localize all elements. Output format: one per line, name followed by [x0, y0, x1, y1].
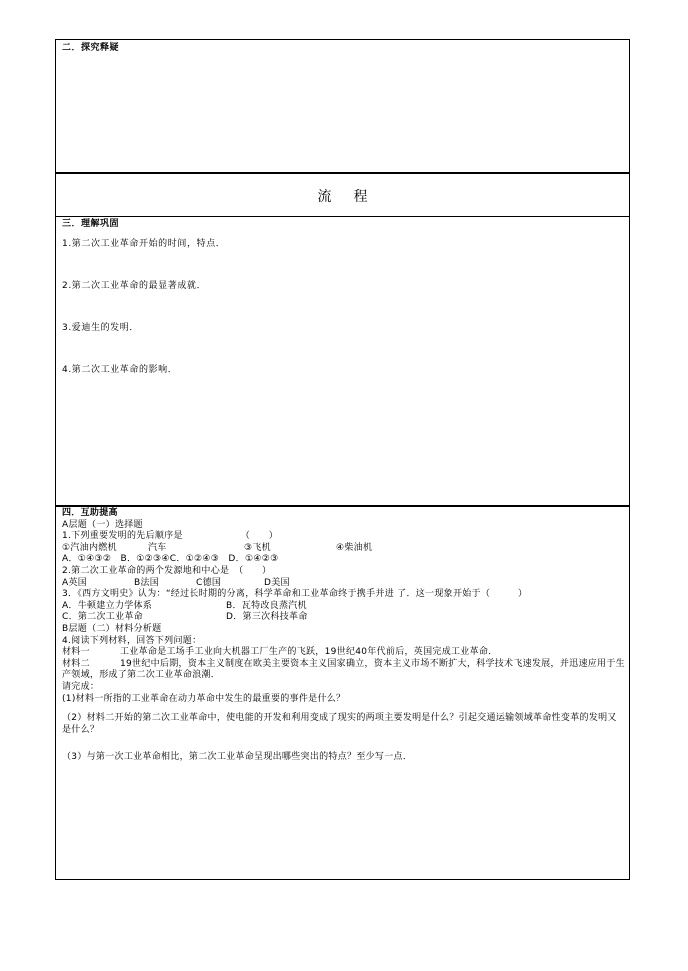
- choice-d: D美国: [264, 577, 290, 588]
- choice-b: B．瓦特改良蒸汽机: [226, 600, 307, 611]
- sub-question-1: (1)材料一所指的工业革命在动力革命中发生的最重要的事件是什么？: [62, 693, 346, 704]
- material-question-stem: 4.阅读下列材料，回答下列问题：: [62, 635, 202, 646]
- flow-divider: [56, 216, 629, 217]
- option-4: ④柴油机: [336, 542, 373, 553]
- material-1-label: 材料一: [62, 647, 90, 658]
- sub-question-3: （3）与第一次工业革命相比，第二次工业革命呈现出哪些突出的特点？至少写一点．: [62, 752, 413, 763]
- question-1: 1.第二次工业革命开始的时间，特点．: [62, 239, 226, 249]
- mc-question-2-choices: [62, 578, 625, 590]
- level-a-title: A层题（一）选择题: [62, 519, 143, 530]
- choice-c: C德国: [196, 577, 222, 588]
- choice-c: C．第二次工业革命: [62, 612, 143, 623]
- material-prompt: 请完成：: [62, 681, 100, 692]
- mc-question-3-stem: 3．《西方文明史》认为：“经过长时期的分离，科学革命和工业革命终于携手并进 了．这一现象开始于（ ）: [62, 589, 528, 600]
- material-2-text: 19世纪中后期，资本主义制度在欧美主要资本主义国家确立，资本主义市场不断扩大，科学技术飞速发展，并迅速应用于生产领域，形成了第二次工业革命浪潮．: [62, 658, 625, 681]
- sub-question-2: （2）材料二开始的第二次工业革命中，使电能的开发和利用变成了现实的两项主要发明是什么？引起交通运输领域革命性变革的发明又是什么？: [62, 713, 617, 735]
- material-2-label: 材料二: [62, 658, 90, 669]
- option-2: 汽车: [148, 542, 167, 553]
- material-1-text: 工业革命是工场手工业向大机器工厂生产的飞跃，19世纪40年代前后，英国完成工业革命．: [120, 647, 498, 658]
- exercise-area: [56, 508, 629, 764]
- option-3: ③飞机: [244, 542, 271, 553]
- mc-question-2-stem: 2.第二次工业革命的两个发源地和中心是 （ ）: [62, 565, 272, 576]
- choice-d: D．第三次科技革命: [226, 612, 308, 623]
- option-1: ①汽油内燃机: [62, 542, 117, 553]
- mc-question-3-choices-row1: [62, 601, 625, 613]
- choice-b: B法国: [134, 577, 160, 588]
- section-explore-box: [55, 39, 630, 173]
- mc-question-1-options: [62, 543, 625, 555]
- mc-question-1-choices: A．①④③② B．①②③④C．①②④③ D．①④②③: [62, 554, 279, 565]
- level-b-title: B层题（二）材料分析题: [62, 623, 162, 634]
- section-flow-box: [55, 173, 630, 506]
- mc-question-1-paren: （ ）: [240, 531, 278, 542]
- mc-question-1-stem: 1.下列重要发明的先后顺序是 （ ）: [62, 531, 278, 542]
- material-2: [62, 659, 625, 682]
- material-1: [62, 647, 625, 659]
- question-2: 2.第二次工业革命的最显著成就．: [62, 281, 207, 291]
- section-understand-heading: 三．理解巩固: [62, 219, 120, 229]
- mc-question-3-choices-row2: [62, 612, 625, 624]
- section-explore-heading: 二．探究释疑: [62, 43, 120, 53]
- section-understand: [56, 219, 629, 376]
- section-practice-heading: 四．互助提高: [62, 508, 118, 518]
- question-4: 4.第二次工业革命的影响．: [62, 365, 178, 375]
- question-3: 3.爱迪生的发明．: [62, 323, 139, 333]
- flow-title: 流程: [317, 189, 390, 205]
- choice-a: A．牛顿建立力学体系: [62, 600, 153, 611]
- choice-a: A英国: [62, 577, 88, 588]
- section-practice-box: [55, 506, 630, 880]
